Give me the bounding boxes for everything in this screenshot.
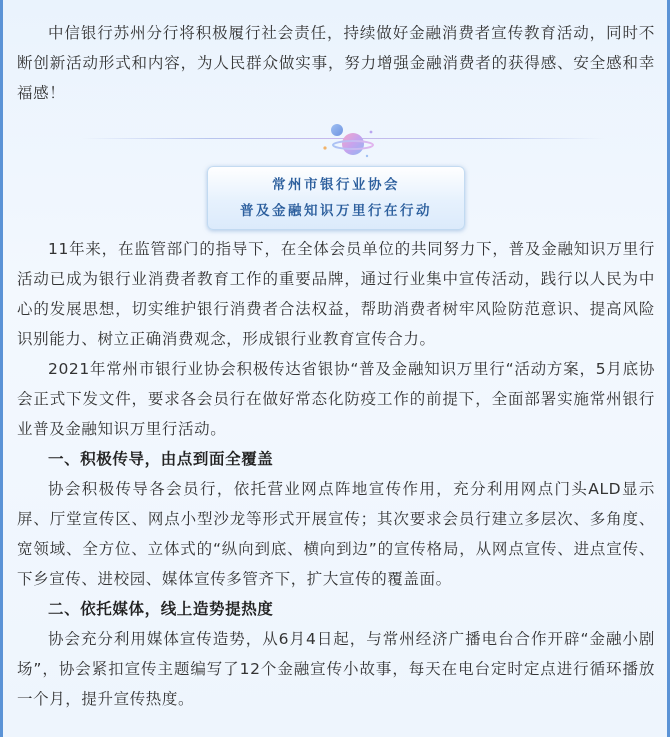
body-paragraph-3: 协会积极传导各会员行，依托营业网点阵地宣传作用，充分利用网点门头ALD显示屏、厅堂宣传区、网点小型沙龙等形式开展宣传；其次要求会员行建立多层次、多角度、宽领域、全方位、立体式的“纵向到底、横向到边”的宣传格局，从网点宣传、进点宣传、下乡宣传、进校园、媒体宣传多管齐下，扩大宣传的覆盖面。 [17, 480, 655, 588]
subheading-2: 二、依托媒体，线上造势提热度 [48, 600, 274, 618]
body-paragraph-1: 11年来，在监管部门的指导下，在全体会员单位的共同努力下，普及金融知识万里行活动已成为银行业消费者教育工作的重要品牌，通过行业集中宣传活动，践行以人民为中心的发展思想，切实维护银行消费者合法权益，帮助消费者树牢风险防范意识、提高风险识别能力、树立正确消费观念，形成银行业教育宣传合力。 [17, 240, 655, 348]
intro-paragraph: 中信银行苏州分行将积极履行社会责任，持续做好金融消费者宣传教育活动，同时不断创新活动形式和内容，为人民群众做实事，努力增强金融消费者的获得感、安全感和幸福感！ [17, 24, 655, 102]
body-paragraph-2: 2021年常州市银行业协会积极传达省银协“普及金融知识万里行“活动方案，5月底协会正式下发文件，要求各会员行在做好常态化防疫工作的前提下，全面部署实施常州银行业普及金融知识万里行活动。 [17, 360, 655, 438]
subheading-1: 一、积极传导，由点到面全覆盖 [48, 450, 274, 468]
body-paragraph-4: 协会充分利用媒体宣传造势，从6月4日起，与常州经济广播电台合作开辟“金融小剧场”，协会紧扣宣传主题编写了12个金融宣传小故事，每天在电台定时定点进行循环播放一个月，提升宣传热度。 [17, 630, 655, 708]
article-content [17, 0, 655, 714]
section-divider [17, 116, 655, 164]
section-title-wrap [17, 166, 655, 230]
section-title-line1: 常州市银行业协会 [272, 177, 400, 193]
section-title-box [207, 166, 465, 230]
planet-icon [317, 118, 377, 162]
section-title-line2: 普及金融知识万里行在行动 [240, 203, 432, 219]
